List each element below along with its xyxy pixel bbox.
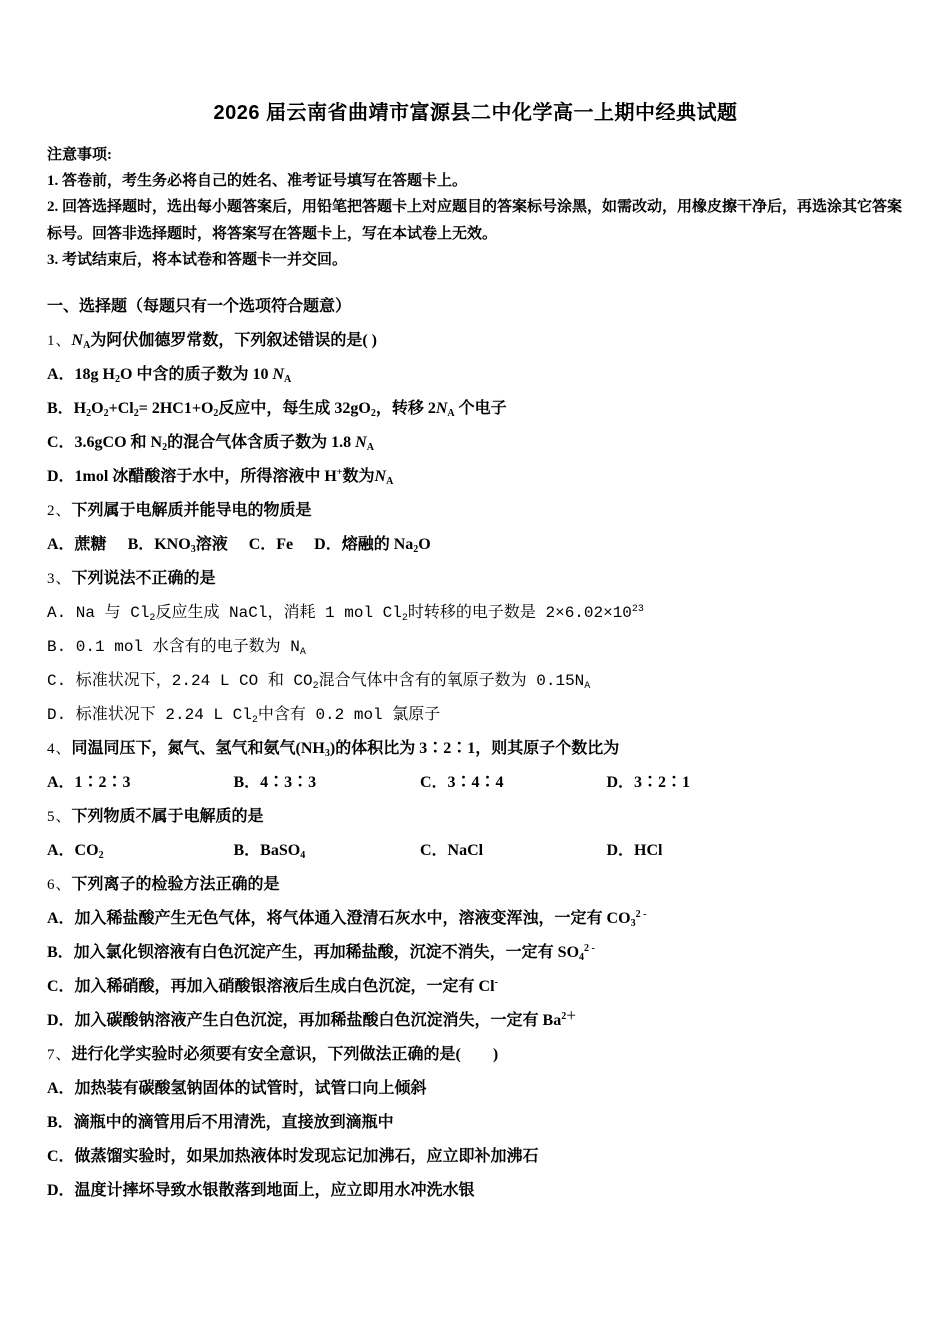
question-3-number: 3、 [47, 571, 72, 588]
question-2-option-c: C．Fe [248, 536, 294, 554]
question-2-stem: 下列属于电解质并能导电的物质是 [71, 502, 312, 520]
question-7 [47, 1038, 904, 1208]
question-4-option-a: A．1∶2∶3 [47, 774, 131, 792]
question-1 [47, 324, 904, 494]
question-7-number: 7、 [47, 1047, 72, 1064]
question-7-option-a: A．加热装有碳酸氢钠固体的试管时，试管口向上倾斜 [47, 1080, 427, 1098]
question-5-number: 5、 [47, 809, 72, 826]
notice-item-1: 1. 答卷前，考生务必将自己的姓名、准考证号填写在答题卡上。 [47, 173, 468, 190]
question-6-number: 6、 [47, 877, 72, 894]
question-4 [47, 732, 904, 800]
section-heading: 一、选择题（每题只有一个选项符合题意） [47, 298, 352, 316]
question-4-number: 4、 [47, 741, 72, 758]
question-2-option-b: B．$KNO_3$溶液 [127, 536, 228, 556]
question-7-option-b: B．滴瓶中的滴管用后不用清洗，直接放到滴瓶中 [47, 1114, 394, 1132]
question-5-option-d: D．HCl [606, 842, 663, 860]
question-1-stem: $N_A$为阿伏伽德罗常数，下列叙述错误的是( ) [71, 332, 377, 352]
question-3-option-a: A. Na 与 $Cl_2$反应生成 NaCl，消耗 1 mol $Cl_2$时转移的电子数是 $2\times 6.02\times 10^{23}$ [47, 604, 644, 625]
notice-heading: 注意事项: [47, 147, 112, 163]
question-1-option-a: A．18g $H_2O$ 中含的质子数为 10 $N_A$ [47, 366, 292, 386]
question-5 [47, 800, 904, 868]
question-5-option-b: B．BaSO$_4$ [233, 842, 306, 862]
question-6-stem: 下列离子的检验方法正确的是 [71, 876, 280, 894]
question-5-option-c: C．NaCl [420, 842, 484, 860]
question-6-option-d: D．加入碳酸钠溶液产生白色沉淀，再加稀盐酸白色沉淀消失，一定有 $Ba^{2+}$ [47, 1011, 577, 1030]
question-5-stem: 下列物质不属于电解质的是 [71, 808, 264, 826]
question-7-stem: 进行化学实验时必须要有安全意识，下列做法正确的是( ) [71, 1046, 499, 1064]
question-7-option-c: C．做蒸馏实验时，如果加热液体时发现忘记加沸石，应立即补加沸石 [47, 1148, 539, 1166]
questions-area [47, 290, 904, 1208]
page-title: 2026 届云南省曲靖市富源县二中化学高一上期中经典试题 [213, 102, 738, 124]
question-2-option-d: D．熔融的 $Na_2O$ [314, 536, 431, 556]
question-3-stem: 下列说法不正确的是 [71, 570, 216, 588]
question-6-option-c: C．加入稀硝酸，再加入硝酸银溶液后生成白色沉淀，一定有 Cl- [47, 977, 498, 996]
question-1-option-d: D．1mol 冰醋酸溶于水中，所得溶液中 H+数为$N_A$ [47, 467, 394, 488]
question-1-number: 1、 [47, 333, 72, 350]
question-5-option-a: A．$CO_2$ [47, 842, 104, 862]
question-4-stem: 同温同压下，氮气、氢气和氨气$(NH_3)$的体积比为 3∶2∶1，则其原子个数比为 [71, 740, 620, 760]
question-7-option-d: D．温度计摔坏导致水银散落到地面上，应立即用水冲洗水银 [47, 1182, 475, 1200]
notice-section [47, 142, 904, 273]
question-3-option-d: D. 标准状况下 2.24 L $Cl_2$中含有 0.2 mol 氯原子 [47, 706, 441, 727]
notice-item-2: 2. 回答选择题时，选出每小题答案后，用铅笔把答题卡上对应题目的答案标号涂黑，如需改动，用橡皮擦干净后，再选涂其它答案标号。回答非选择题时，将答案写在答题卡上，写在本试卷上无效。 [47, 199, 903, 242]
question-4-option-b: B．4∶3∶3 [233, 774, 317, 792]
question-4-option-d: D．3∶2∶1 [606, 774, 691, 792]
question-6 [47, 868, 904, 1038]
question-2-option-a: A．蔗糖 [47, 536, 107, 554]
notice-item-3: 3. 考试结束后，将本试卷和答题卡一并交回。 [47, 251, 348, 268]
question-4-option-c: C．3∶4∶4 [420, 774, 504, 792]
question-6-option-b: B．加入氯化钡溶液有白色沉淀产生，再加稀盐酸，沉淀不消失，一定有 $SO_4^{2 -}$ [47, 943, 595, 964]
question-1-option-b: B．$H_2O_2+Cl_2= 2HC1+O_2$反应中，每生成 $32gO_2$，转移 $2N_A$ 个电子 [47, 400, 507, 420]
question-2-number: 2、 [47, 503, 72, 520]
question-3-option-b: B. 0.1 mol 水含有的电子数为 $N_A$ [47, 638, 306, 659]
question-3-option-c: C. 标准状况下，2.24 L CO 和 $CO_2$混合气体中含有的氧原子数为 $0.15N_A$ [47, 672, 591, 693]
question-2 [47, 494, 904, 562]
question-6-option-a: A．加入稀盐酸产生无色气体，将气体通入澄清石灰水中，溶液变浑浊，一定有 $CO_3^{2 -}$ [47, 909, 647, 930]
question-3 [47, 562, 904, 732]
question-1-option-c: C．3.6gCO 和 $N_2$的混合气体含质子数为 1.8 $N_A$ [47, 434, 374, 454]
